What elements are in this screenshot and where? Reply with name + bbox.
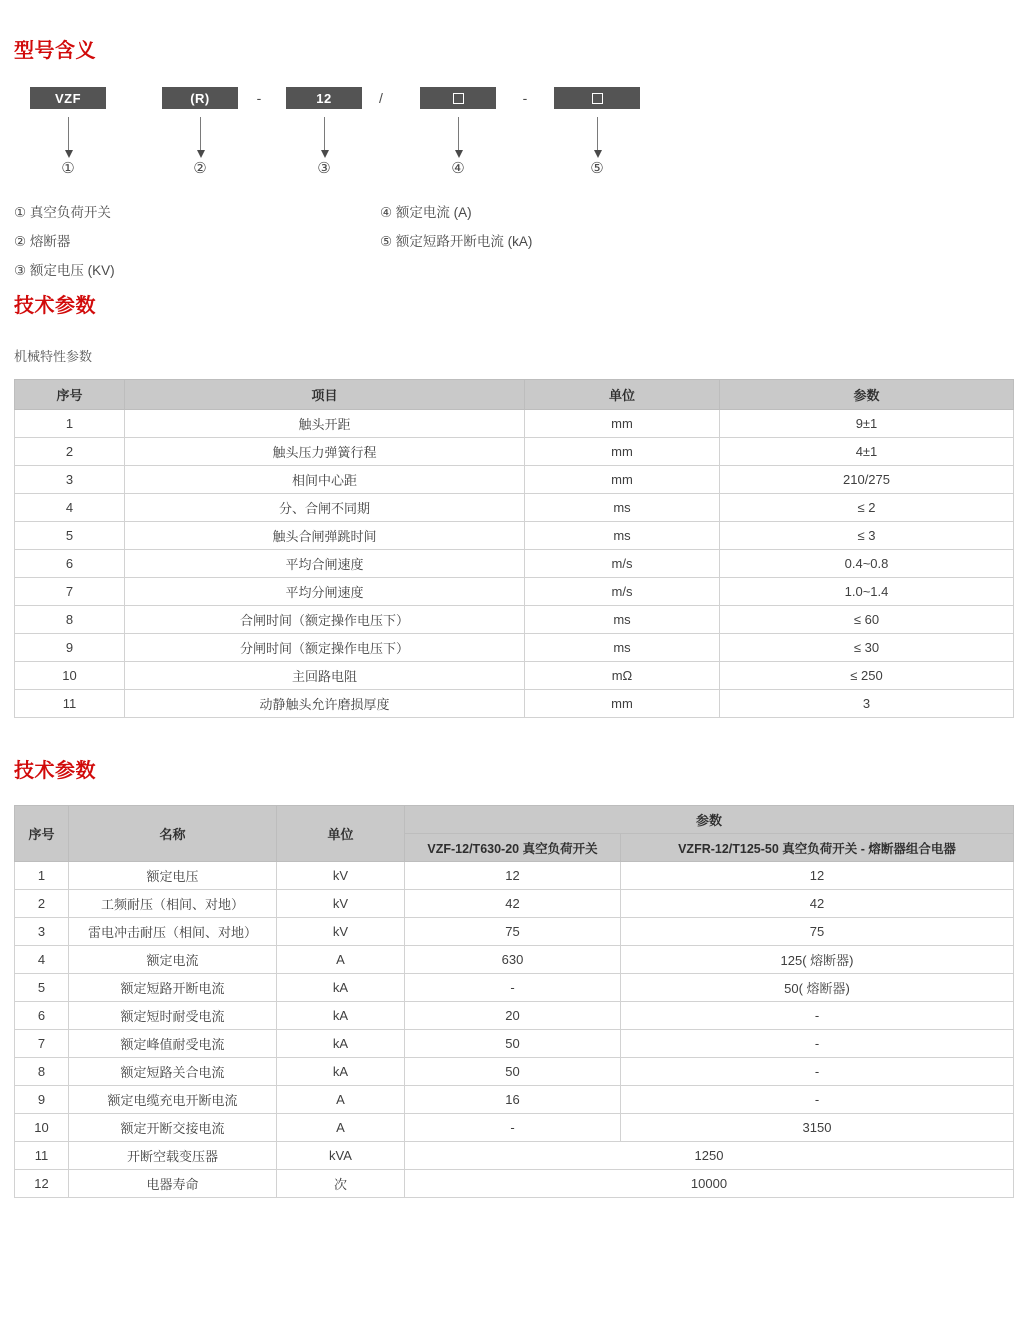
table-row	[15, 974, 1014, 1002]
table-row	[15, 890, 1014, 918]
table-row	[15, 1002, 1014, 1030]
cell-unit: kA	[277, 974, 405, 1002]
cell-item: 主回路电阻	[125, 662, 525, 690]
arrow-down-5	[597, 117, 598, 151]
cell-value-merged: 10000	[405, 1170, 1014, 1198]
cell-value: 4±1	[720, 438, 1014, 466]
cell-unit: ms	[525, 634, 720, 662]
table-row	[15, 1114, 1014, 1142]
cell-unit: A	[277, 1086, 405, 1114]
cell-no: 7	[15, 1030, 69, 1058]
cell-name: 电器寿命	[69, 1170, 277, 1198]
table-row	[15, 662, 1014, 690]
cell-value-model-a: 630	[405, 946, 621, 974]
cell-value-model-b: 3150	[621, 1114, 1014, 1142]
cell-item: 平均分闸速度	[125, 578, 525, 606]
cell-unit: mm	[525, 410, 720, 438]
cell-unit: kV	[277, 918, 405, 946]
cell-no: 5	[15, 522, 125, 550]
cell-value: 210/275	[720, 466, 1014, 494]
model-code-diagram	[14, 87, 1013, 278]
cell-value-model-a: 12	[405, 862, 621, 890]
marker-circle-1: ①	[61, 160, 75, 177]
table-row	[15, 550, 1014, 578]
cell-item: 触头压力弹簧行程	[125, 438, 525, 466]
electrical-table-body	[15, 862, 1014, 1198]
table-row	[15, 438, 1014, 466]
mechanical-table-caption: 机械特性参数	[14, 349, 93, 364]
cell-name: 额定电压	[69, 862, 277, 890]
table-row	[15, 466, 1014, 494]
cell-item: 分、合闸不同期	[125, 494, 525, 522]
code-separator-2: /	[379, 90, 383, 106]
cell-unit: A	[277, 1114, 405, 1142]
cell-item: 触头合闸弹跳时间	[125, 522, 525, 550]
cell-unit: m/s	[525, 550, 720, 578]
cell-value-model-b: 42	[621, 890, 1014, 918]
cell-unit: A	[277, 946, 405, 974]
table-row	[15, 522, 1014, 550]
cell-no: 1	[15, 862, 69, 890]
table-row	[15, 946, 1014, 974]
model-code-legend	[14, 201, 1013, 283]
electrical-parameters-table	[14, 805, 1014, 1198]
table-row	[15, 634, 1014, 662]
cell-name: 额定电缆充电开断电流	[69, 1086, 277, 1114]
cell-unit: kA	[277, 1030, 405, 1058]
legend-item-1: ① 真空负荷开关	[14, 205, 111, 220]
cell-name: 额定短路开断电流	[69, 974, 277, 1002]
col-header-no: 序号	[15, 806, 69, 862]
cell-name: 额定开断交接电流	[69, 1114, 277, 1142]
code-box-3	[286, 87, 362, 109]
table-row	[15, 410, 1014, 438]
cell-value-model-b: 50( 熔断器)	[621, 974, 1014, 1002]
col-header-model-b: VZFR-12/T125-50 真空负荷开关 - 熔断器组合电器	[621, 834, 1014, 862]
cell-no: 3	[15, 918, 69, 946]
cell-no: 9	[15, 634, 125, 662]
cell-no: 11	[15, 690, 125, 718]
cell-value: ≤ 2	[720, 494, 1014, 522]
cell-value-merged: 1250	[405, 1142, 1014, 1170]
cell-value-model-b: 12	[621, 862, 1014, 890]
cell-value-model-b: -	[621, 1086, 1014, 1114]
col-header-no: 序号	[15, 380, 125, 410]
cell-value-model-a: 50	[405, 1058, 621, 1086]
col-header-name: 名称	[69, 806, 277, 862]
cell-no: 4	[15, 946, 69, 974]
cell-value: ≤ 3	[720, 522, 1014, 550]
empty-placeholder-square-4	[453, 93, 464, 104]
code-box-2-label: (R)	[190, 90, 210, 106]
cell-value-model-b: 125( 熔断器)	[621, 946, 1014, 974]
cell-value-model-a: -	[405, 974, 621, 1002]
cell-no: 6	[15, 1002, 69, 1030]
cell-value: ≤ 30	[720, 634, 1014, 662]
col-header-unit: 单位	[525, 380, 720, 410]
bottom-spacer	[14, 1198, 1013, 1238]
col-header-value: 参数	[720, 380, 1014, 410]
cell-no: 7	[15, 578, 125, 606]
arrow-down-1	[68, 117, 69, 151]
section-heading-tech-params-2: 技术参数	[14, 760, 96, 782]
cell-no: 12	[15, 1170, 69, 1198]
cell-value: 0.4~0.8	[720, 550, 1014, 578]
table-row	[15, 494, 1014, 522]
table-row	[15, 862, 1014, 890]
cell-unit: mΩ	[525, 662, 720, 690]
cell-value-model-a: 50	[405, 1030, 621, 1058]
marker-circle-4: ④	[451, 160, 465, 177]
cell-value: ≤ 60	[720, 606, 1014, 634]
cell-unit: kV	[277, 890, 405, 918]
cell-name: 额定电流	[69, 946, 277, 974]
section-heading-model-meaning: 型号含义	[14, 40, 96, 62]
code-box-5	[554, 87, 640, 109]
cell-unit: 次	[277, 1170, 405, 1198]
cell-unit: kA	[277, 1002, 405, 1030]
table-row	[15, 1142, 1014, 1170]
arrow-down-3	[324, 117, 325, 151]
cell-unit: ms	[525, 494, 720, 522]
cell-no: 6	[15, 550, 125, 578]
cell-unit: mm	[525, 690, 720, 718]
arrow-down-4	[458, 117, 459, 151]
mechanical-table-body	[15, 410, 1014, 718]
table-header-row	[15, 380, 1014, 410]
cell-unit: m/s	[525, 578, 720, 606]
section-heading-tech-params-1: 技术参数	[14, 295, 96, 317]
electrical-table-header	[15, 806, 1014, 862]
cell-unit: kV	[277, 862, 405, 890]
cell-no: 10	[15, 1114, 69, 1142]
cell-no: 11	[15, 1142, 69, 1170]
table-row	[15, 1058, 1014, 1086]
table-row	[15, 578, 1014, 606]
cell-value-model-a: 20	[405, 1002, 621, 1030]
cell-value: ≤ 250	[720, 662, 1014, 690]
cell-name: 开断空载变压器	[69, 1142, 277, 1170]
cell-value-model-b: -	[621, 1030, 1014, 1058]
code-box-1-label: VZF	[54, 90, 82, 106]
cell-item: 平均合闸速度	[125, 550, 525, 578]
table-row	[15, 690, 1014, 718]
cell-value-model-b: -	[621, 1058, 1014, 1086]
arrow-down-2	[200, 117, 201, 151]
col-header-item: 项目	[125, 380, 525, 410]
cell-no: 2	[15, 438, 125, 466]
cell-no: 8	[15, 1058, 69, 1086]
table-row	[15, 1030, 1014, 1058]
cell-name: 工频耐压（相间、对地）	[69, 890, 277, 918]
code-separator-1: -	[256, 90, 262, 106]
legend-item-5: ⑤ 额定短路开断电流 (kA)	[380, 234, 533, 249]
cell-item: 分闸时间（额定操作电压下）	[125, 634, 525, 662]
table-row	[15, 918, 1014, 946]
cell-no: 2	[15, 890, 69, 918]
legend-item-3: ③ 额定电压 (KV)	[14, 263, 115, 278]
cell-unit: ms	[525, 606, 720, 634]
table-row	[15, 606, 1014, 634]
col-header-params-group: 参数	[405, 806, 1014, 834]
cell-value-model-a: 42	[405, 890, 621, 918]
marker-circle-3: ③	[317, 160, 331, 177]
cell-item: 动静触头允许磨损厚度	[125, 690, 525, 718]
code-box-4	[420, 87, 496, 109]
cell-value-model-a: 16	[405, 1086, 621, 1114]
code-box-3-label: 12	[316, 90, 332, 106]
cell-no: 9	[15, 1086, 69, 1114]
cell-value-model-b: -	[621, 1002, 1014, 1030]
cell-unit: kVA	[277, 1142, 405, 1170]
code-separator-3: -	[522, 90, 528, 106]
cell-no: 4	[15, 494, 125, 522]
cell-unit: mm	[525, 438, 720, 466]
table-header-row-top	[15, 806, 1014, 834]
cell-name: 额定峰值耐受电流	[69, 1030, 277, 1058]
cell-no: 5	[15, 974, 69, 1002]
legend-item-2: ② 熔断器	[14, 234, 71, 249]
cell-no: 8	[15, 606, 125, 634]
cell-item: 触头开距	[125, 410, 525, 438]
cell-item: 相间中心距	[125, 466, 525, 494]
mechanical-parameters-table	[14, 379, 1014, 718]
cell-unit: mm	[525, 466, 720, 494]
cell-name: 雷电冲击耐压（相间、对地）	[69, 918, 277, 946]
cell-unit: ms	[525, 522, 720, 550]
table-row	[15, 1086, 1014, 1114]
col-header-model-a: VZF-12/T630-20 真空负荷开关	[405, 834, 621, 862]
legend-item-4: ④ 额定电流 (A)	[380, 205, 472, 220]
mechanical-table-header	[15, 380, 1014, 410]
marker-circle-5: ⑤	[590, 160, 604, 177]
cell-no: 10	[15, 662, 125, 690]
cell-no: 1	[15, 410, 125, 438]
cell-unit: kA	[277, 1058, 405, 1086]
cell-no: 3	[15, 466, 125, 494]
empty-placeholder-square-5	[592, 93, 603, 104]
code-box-2	[162, 87, 238, 109]
table-row	[15, 1170, 1014, 1198]
cell-item: 合闸时间（额定操作电压下）	[125, 606, 525, 634]
cell-value-model-b: 75	[621, 918, 1014, 946]
cell-name: 额定短路关合电流	[69, 1058, 277, 1086]
col-header-unit: 单位	[277, 806, 405, 862]
marker-circle-2: ②	[193, 160, 207, 177]
cell-value-model-a: 75	[405, 918, 621, 946]
cell-value: 1.0~1.4	[720, 578, 1014, 606]
code-box-1	[30, 87, 106, 109]
cell-value: 3	[720, 690, 1014, 718]
cell-value: 9±1	[720, 410, 1014, 438]
cell-name: 额定短时耐受电流	[69, 1002, 277, 1030]
cell-value-model-a: -	[405, 1114, 621, 1142]
